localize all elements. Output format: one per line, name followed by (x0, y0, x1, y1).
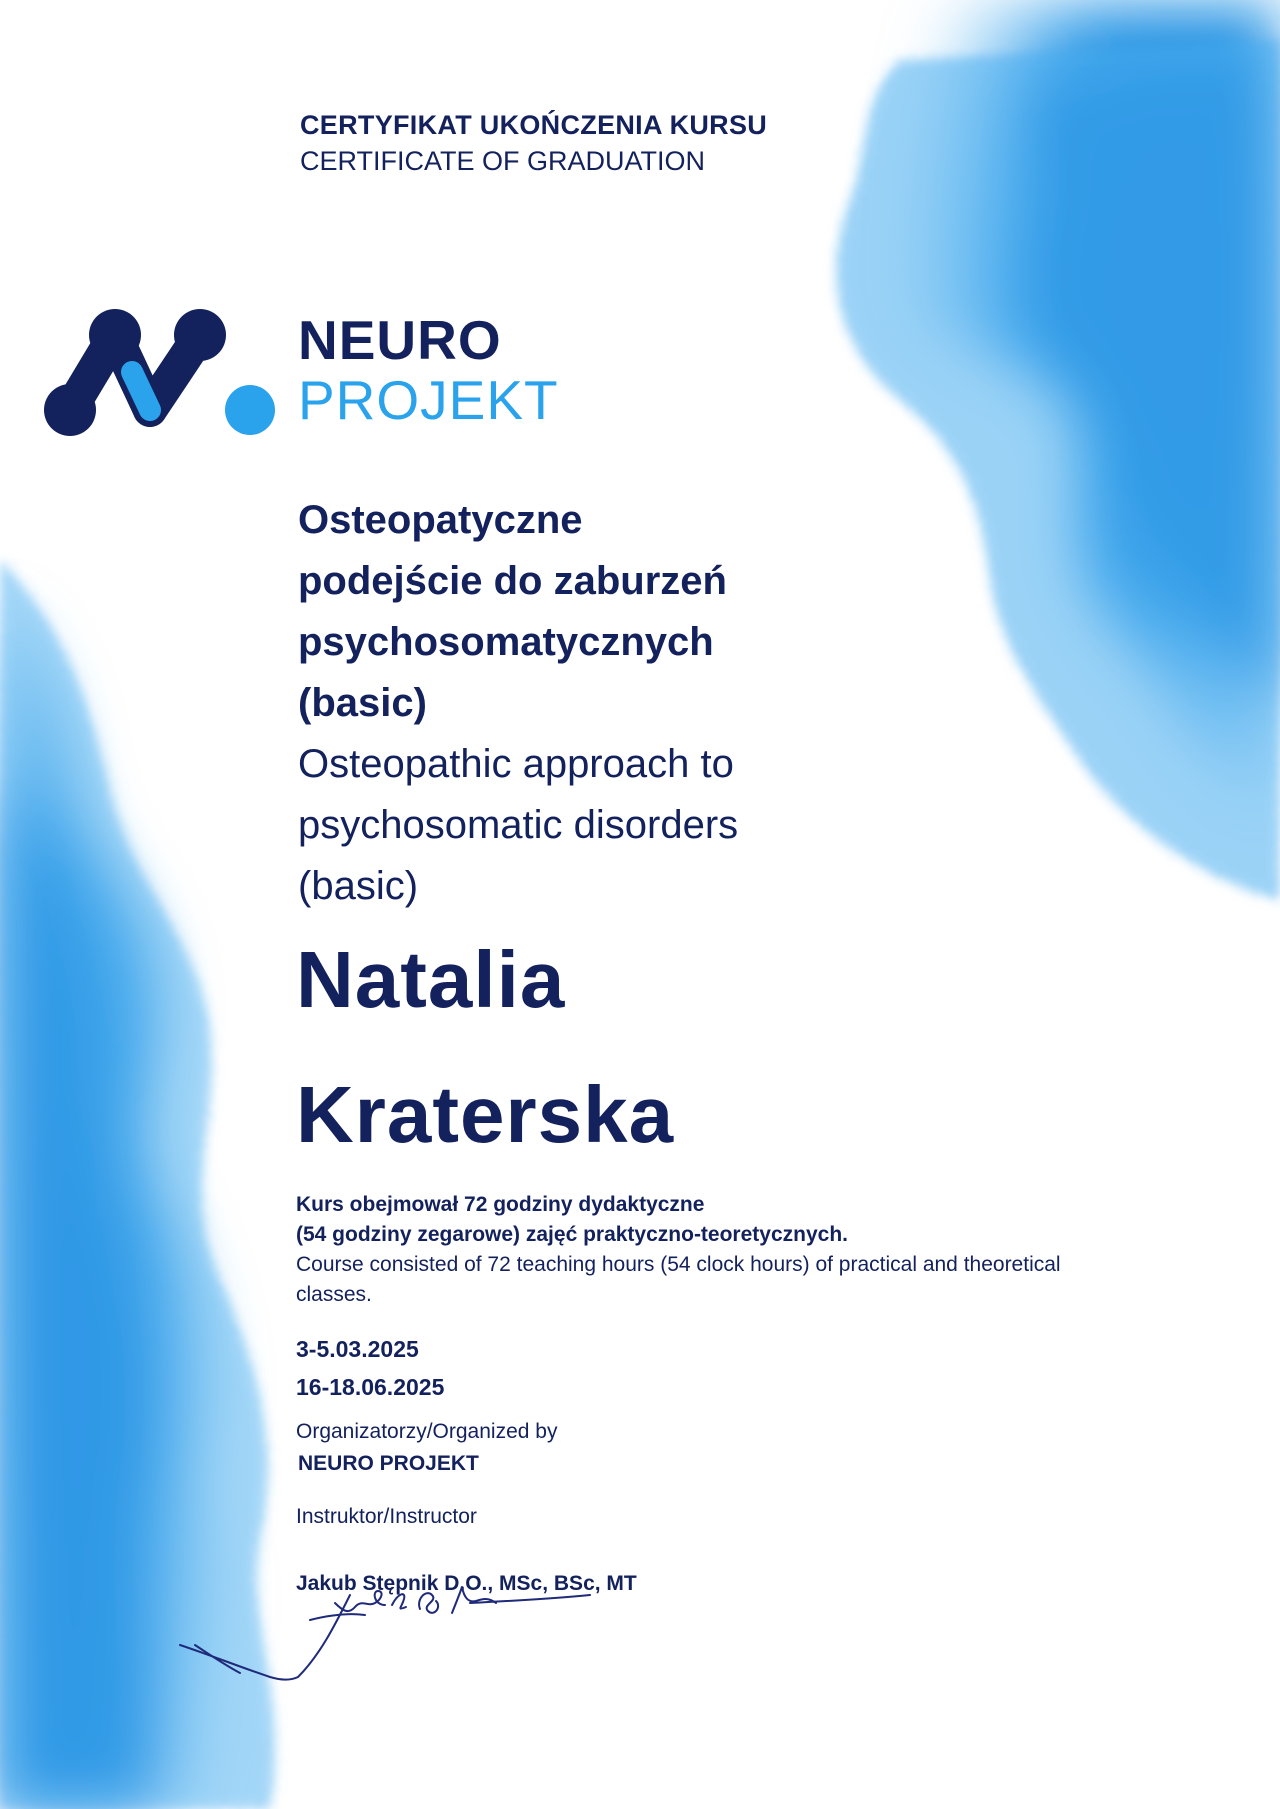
hours-polish-line: Kurs obejmował 72 godziny dydaktyczne (296, 1193, 705, 1216)
recipient-last-name: Kraterska (296, 1070, 675, 1159)
course-title-english-line: psychosomatic disorders (298, 803, 739, 847)
neuro-projekt-logo-icon (40, 300, 280, 450)
instructor-label: Instruktor/Instructor (296, 1505, 477, 1528)
hours-english-line: Course consisted of 72 teaching hours (54 clock hours) of practical and theoretical (296, 1253, 1061, 1276)
course-title-polish-line: (basic) (298, 681, 427, 725)
certificate-heading-english: CERTIFICATE OF GRADUATION (300, 146, 706, 176)
course-hours-description (296, 1190, 1216, 1310)
hours-polish-line: (54 godziny zegarowe) zajęć praktyczno-teoretycznych. (296, 1223, 848, 1246)
course-title-polish-line: psychosomatycznych (298, 620, 714, 664)
course-date: 16-18.06.2025 (296, 1374, 445, 1400)
logo-word-neuro: NEURO (298, 309, 502, 371)
handwritten-signature (170, 1585, 690, 1700)
hours-english-line: classes. (296, 1283, 372, 1306)
course-title-polish-line: podejście do zaburzeń (298, 559, 727, 603)
organizer-label: Organizatorzy/Organized by (296, 1420, 558, 1443)
organizer-name: NEURO PROJEKT (298, 1452, 479, 1475)
certificate-heading-polish: CERTYFIKAT UKOŃCZENIA KURSU (300, 110, 768, 140)
course-date: 3-5.03.2025 (296, 1336, 419, 1362)
logo-word-projekt: PROJEKT (298, 369, 559, 431)
course-title-polish-line: Osteopatyczne (298, 498, 583, 542)
course-dates (296, 1330, 444, 1406)
course-title-english-line: Osteopathic approach to (298, 742, 734, 786)
course-title (298, 490, 898, 917)
instructor-name: Jakub Stępnik D.O., MSc, BSc, MT (296, 1572, 637, 1595)
recipient-first-name: Natalia (296, 935, 566, 1024)
course-title-english-line: (basic) (298, 864, 419, 908)
